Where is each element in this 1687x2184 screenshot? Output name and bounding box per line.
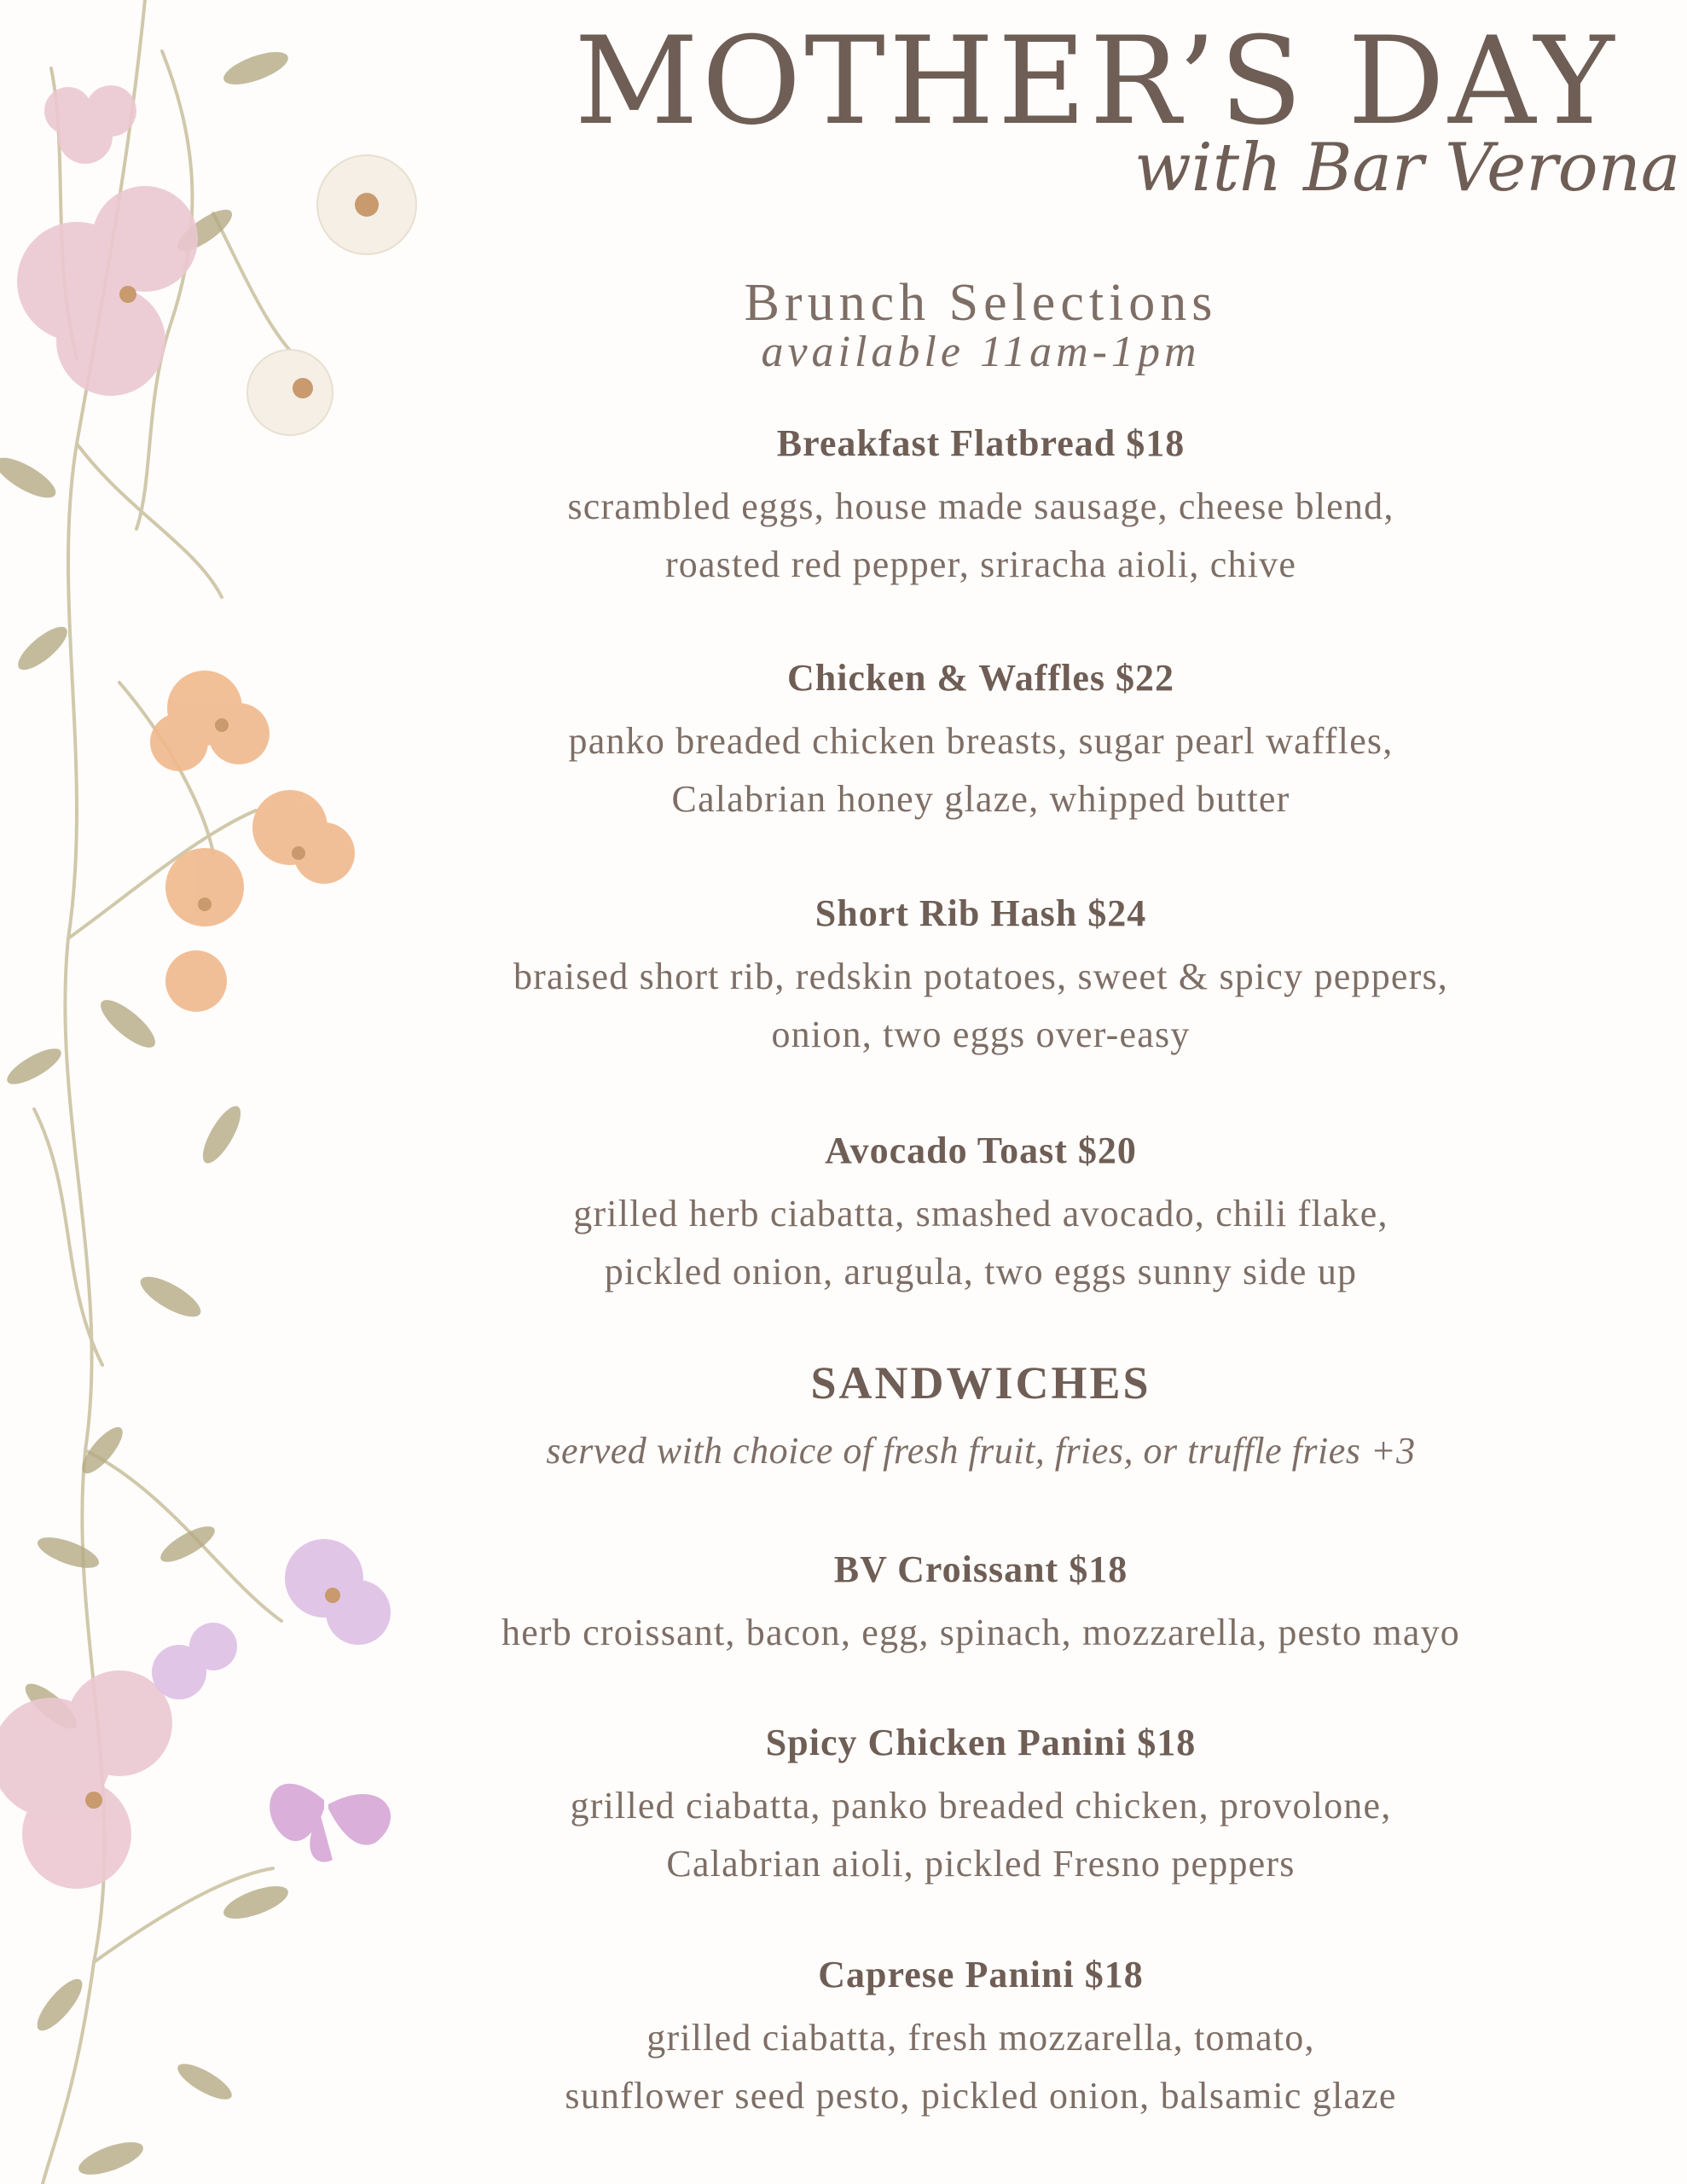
- item-description: [426, 1185, 1535, 1301]
- item-description-line: grilled herb ciabatta, smashed avocado, chili flake,: [573, 1192, 1388, 1234]
- item-description-line: grilled ciabatta, fresh mozzarella, tomato,: [646, 2016, 1315, 2059]
- item-name: Chicken & Waffles $22: [786, 657, 1175, 699]
- item-description-line: sunflower seed pesto, pickled onion, balsamic glaze: [565, 2074, 1397, 2117]
- menu-item-caprese-panini: [426, 1954, 1535, 2125]
- item-name: BV Croissant $18: [833, 1548, 1128, 1590]
- sandwiches-note: served with choice of fresh fruit, fries, or truffle fries +3: [546, 1430, 1416, 1472]
- brunch-section-title: Brunch Selections: [744, 274, 1218, 332]
- item-name: Avocado Toast $20: [825, 1130, 1137, 1171]
- item-description-line: herb croissant, bacon, egg, spinach, mozzarella, pesto mayo: [501, 1611, 1460, 1653]
- menu-item-chicken-waffles: [426, 657, 1535, 828]
- item-description-line: onion, two eggs over-easy: [771, 1013, 1191, 1055]
- butterfly-icon: [270, 1784, 391, 1862]
- item-description: [426, 478, 1535, 594]
- item-description-line: Calabrian honey glaze, whipped butter: [671, 777, 1290, 820]
- item-description: [426, 1777, 1535, 1893]
- brunch-availability: available 11am-1pm: [761, 328, 1201, 376]
- item-description: [426, 712, 1535, 828]
- item-description-line: grilled ciabatta, panko breaded chicken, provolone,: [570, 1784, 1392, 1827]
- menu-item-spicy-chicken-panini: [426, 1722, 1535, 1893]
- item-description: [426, 1604, 1535, 1662]
- sandwiches-section-title: SANDWICHES: [810, 1357, 1151, 1409]
- item-name: Short Rib Hash $24: [815, 892, 1147, 934]
- page-title: MOTHER’S DAY: [574, 11, 1618, 152]
- item-description: [426, 2009, 1535, 2125]
- item-name: Breakfast Flatbread $18: [776, 422, 1186, 464]
- item-name: Caprese Panini $18: [818, 1954, 1144, 1995]
- floral-border-icon: [0, 0, 443, 2184]
- item-description-line: scrambled eggs, house made sausage, cheese blend,: [567, 485, 1394, 527]
- item-name: Spicy Chicken Panini $18: [765, 1722, 1197, 1763]
- restaurant-subtitle: with Bar Verona: [1134, 130, 1681, 206]
- item-description-line: pickled onion, arugula, two eggs sunny side up: [604, 1250, 1358, 1292]
- menu-item-bv-croissant: [426, 1548, 1535, 1662]
- menu-item-breakfast-flatbread: [426, 422, 1535, 594]
- item-description-line: braised short rib, redskin potatoes, sweet & spicy peppers,: [513, 955, 1448, 997]
- item-description-line: roasted red pepper, sriracha aioli, chive: [664, 543, 1297, 585]
- item-description-line: Calabrian aioli, pickled Fresno peppers: [666, 1842, 1296, 1885]
- menu-item-avocado-toast: [426, 1130, 1535, 1301]
- item-description: [426, 948, 1535, 1064]
- item-description-line: panko breaded chicken breasts, sugar pearl waffles,: [568, 719, 1394, 762]
- menu-item-short-rib-hash: [426, 892, 1535, 1064]
